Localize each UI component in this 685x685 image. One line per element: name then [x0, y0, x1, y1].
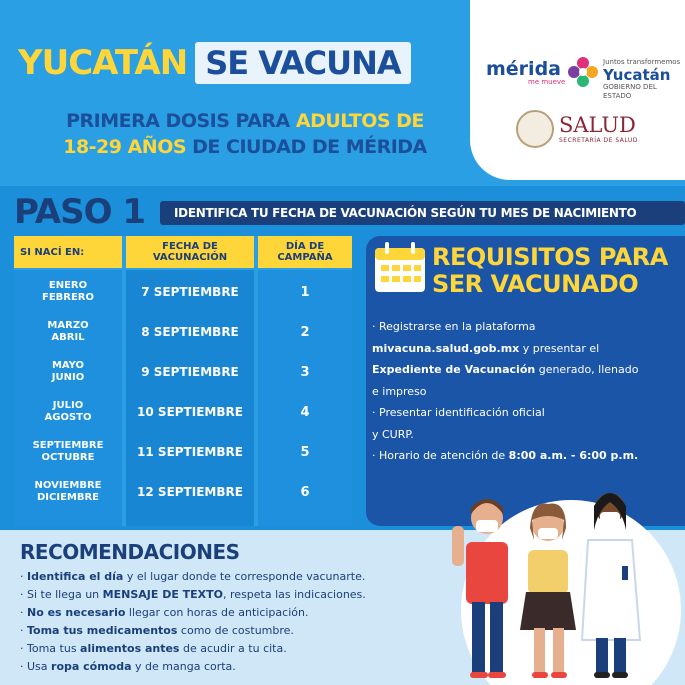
table-row — [14, 272, 352, 312]
requirements-title: REQUISITOS PARA SER VACUNADO — [432, 243, 668, 298]
list-item: · Usa ropa cómoda y de manga corta. — [20, 658, 440, 676]
vaccination-date: 7 SEPTIEMBRE — [141, 285, 239, 299]
header-birth-month: SI NACÍ EN: — [14, 236, 122, 268]
subtitle-highlight-1: ADULTOS DE — [295, 110, 424, 132]
subtitle-text-2: DE CIUDAD DE MÉRIDA — [186, 136, 427, 158]
birth-months: SEPTIEMBRE OCTUBRE — [32, 440, 104, 463]
list-item: · Toma tus alimentos antes de acudir a tu cita. — [20, 640, 440, 658]
people-illustration — [436, 470, 685, 685]
paso-instruction: IDENTIFICA TU FECHA DE VACUNACIÓN SEGÚN TU MES DE NACIMIENTO — [160, 201, 685, 225]
salud-logo-sub: SECRETARÍA DE SALUD — [559, 137, 638, 144]
title-yucatan: YUCATÁN — [18, 43, 188, 83]
yucatan-logo-text: Yucatán — [603, 66, 671, 84]
table-row — [14, 432, 352, 472]
campaign-day: 4 — [300, 404, 310, 420]
campaign-day: 3 — [300, 364, 310, 380]
yucatan-logo — [603, 58, 685, 101]
yucatan-logo-small: Juntos transformemos — [603, 58, 681, 66]
campaign-day: 5 — [300, 444, 310, 460]
calendar-icon — [372, 240, 428, 294]
header-vaccination-date: FECHA DE VACUNACIÓN — [126, 236, 254, 268]
recommendations-title: RECOMENDACIONES — [20, 540, 240, 564]
table-row — [14, 312, 352, 352]
table-row — [14, 392, 352, 432]
merida-logo — [486, 58, 565, 86]
requirement-id: · Presentar identificación oficial — [372, 406, 545, 419]
birth-months: ENERO FEBRERO — [41, 280, 95, 303]
vaccination-date: 8 SEPTIEMBRE — [141, 325, 239, 339]
list-item: · Toma tus medicamentos como de costumbre. — [20, 622, 440, 640]
campaign-day: 1 — [300, 284, 310, 300]
requirement-register: · Registrarse en la plataforma — [372, 320, 536, 333]
birth-months: NOVIEMBRE DICIEMBRE — [34, 480, 102, 503]
yucatan-logo-gov: GOBIERNO DEL ESTADO — [603, 83, 657, 100]
registration-url[interactable]: mivacuna.salud.gob.mx — [372, 341, 520, 355]
man-figure — [452, 499, 508, 678]
list-item: · No es necesario llegar con horas de anticipación. — [20, 604, 440, 622]
requirement-hours: · Horario de atención de 8:00 a.m. - 6:00 p.m. — [372, 449, 639, 462]
title-se-vacuna: SE VACUNA — [195, 42, 410, 84]
vaccination-date: 12 SEPTIEMBRE — [137, 485, 243, 499]
vaccination-date: 11 SEPTIEMBRE — [137, 445, 243, 459]
table-row — [14, 352, 352, 392]
list-item: · Identifica el día y el lugar donde te corresponde vacunarte. — [20, 568, 440, 586]
campaign-day: 2 — [300, 324, 310, 340]
subtitle-text-1: PRIMERA DOSIS PARA — [66, 110, 296, 132]
vaccination-date: 10 SEPTIEMBRE — [137, 405, 243, 419]
birth-months: MAYO JUNIO — [51, 360, 85, 383]
campaign-day: 6 — [300, 484, 310, 500]
schedule-table — [14, 236, 352, 526]
recommendations-list — [20, 568, 440, 676]
mexico-seal-icon — [516, 110, 554, 148]
campaign-subtitle — [30, 108, 460, 160]
merida-logo-text: mérida — [486, 58, 561, 80]
birth-months: MARZO ABRIL — [47, 320, 89, 343]
birth-months: JULIO AGOSTO — [44, 400, 92, 423]
salud-logo-text: SALUD — [559, 113, 636, 137]
paso-label: PASO 1 — [14, 192, 145, 232]
yucatan-flower-icon — [566, 55, 600, 89]
campaign-title — [18, 42, 411, 84]
table-row — [14, 472, 352, 512]
header-campaign-day: DÍA DE CAMPAÑA — [258, 236, 352, 268]
list-item: · Si te llega un MENSAJE DE TEXTO, respeta las indicaciones. — [20, 586, 440, 604]
salud-logo — [559, 113, 638, 144]
subtitle-highlight-2: 18-29 AÑOS — [63, 136, 187, 158]
requirements-list: · Registrarse en la plataforma mivacuna.salud.gob.mx y presentar el Expediente de Vacunación generado, llenado e impreso · Presentar identificación oficial y CURP. · Horario de atención de 8:00 a.m. - 6:00 p.m. — [372, 316, 678, 467]
vaccination-date: 9 SEPTIEMBRE — [141, 365, 239, 379]
merida-logo-tagline: me mueve — [528, 78, 566, 86]
